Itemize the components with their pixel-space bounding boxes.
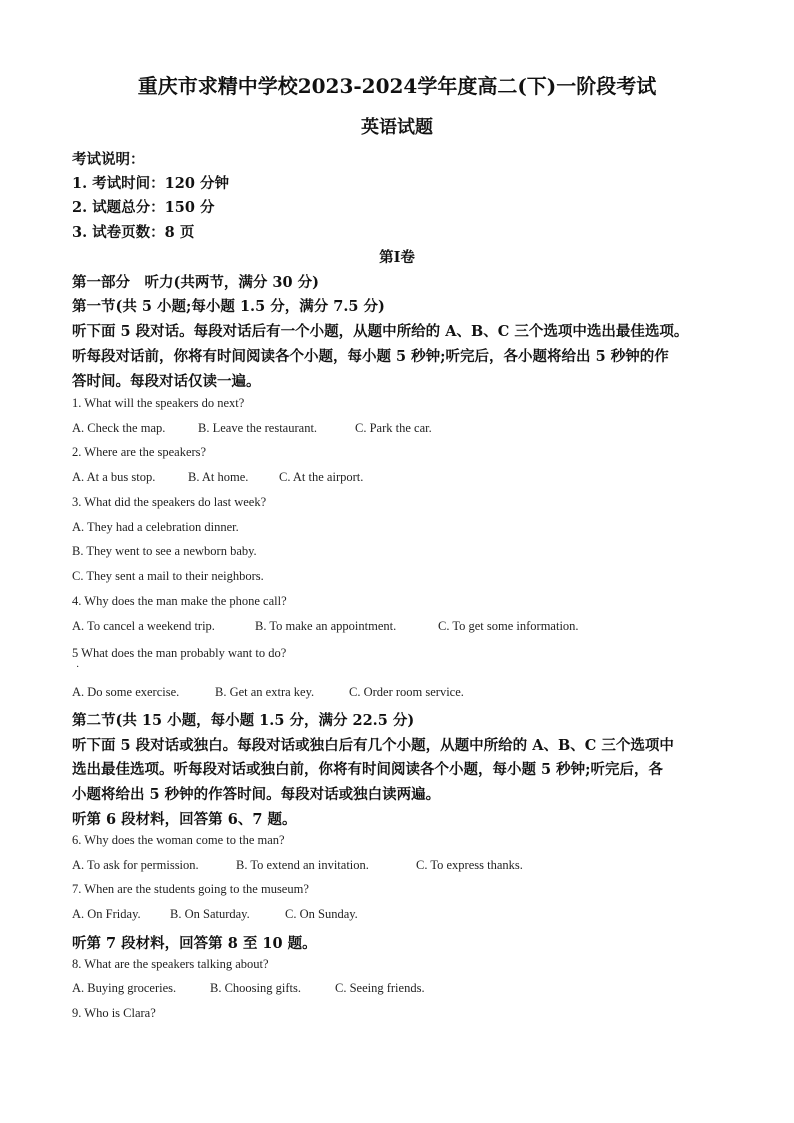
option-a: A. To ask for permission. [72, 858, 199, 872]
volume-label: 第Ⅰ卷 [379, 249, 415, 266]
option-a: A. They had a celebration dinner. [72, 520, 239, 534]
stray-dot: · [76, 662, 80, 673]
question-1: 1. What will the speakers do next? [72, 396, 245, 410]
section2-heading: 第二节(共 15 小题，每小题 1.5 分，满分 22.5 分) [72, 712, 415, 729]
option-b: B. At home. [188, 470, 249, 484]
question-2: 2. Where are the speakers? [72, 445, 207, 459]
option-a: A. Check the map. [72, 421, 166, 435]
question-4-options [72, 619, 579, 634]
part1-heading: 第一部分 听力(共两节，满分 30 分) [72, 274, 319, 291]
question-2-options [72, 470, 363, 485]
option-b: B. To extend an invitation. [236, 858, 369, 872]
option-c: C. Seeing friends. [335, 981, 425, 995]
section1-directions: 听每段对话前，你将有时间阅读各个小题，每小题 5 秒钟;听完后，各小题将给出 5 秒钟的作 [72, 348, 669, 365]
option-c: C. To express thanks. [416, 858, 523, 872]
option-c: C. Park the car. [355, 421, 432, 435]
question-3: 3. What did the speakers do last week? [72, 495, 267, 509]
exam-subtitle: 英语试题 [361, 117, 433, 138]
option-a: A. Buying groceries. [72, 981, 177, 995]
option-c: C. To get some information. [438, 619, 579, 633]
option-a: A. On Friday. [72, 907, 141, 921]
section1-directions: 听下面 5 段对话。每段对话后有一个小题，从题中所给的 A、B、C 三个选项中选出最佳选项。 [72, 323, 689, 340]
question-7: 7. When are the students going to the museum? [72, 882, 309, 896]
section2-directions: 听下面 5 段对话或独白。每段对话或独白后有几个小题，从题中所给的 A、B、C 三个选项中 [72, 737, 674, 754]
option-b: B. They went to see a newborn baby. [72, 544, 257, 558]
option-b: B. Get an extra key. [215, 685, 315, 699]
option-c: C. On Sunday. [285, 907, 358, 921]
option-b: B. Choosing gifts. [210, 981, 301, 995]
section2-directions: 小题将给出 5 秒钟的作答时间。每段对话或独白读两遍。 [72, 786, 441, 803]
instruction-item: 1. 考试时间：120 分钟 [72, 175, 230, 192]
question-4: 4. Why does the man make the phone call? [72, 594, 287, 608]
instruction-item: 3. 试卷页数：8 页 [72, 224, 195, 241]
question-8-options [72, 981, 425, 996]
instructions-heading: 考试说明： [72, 151, 145, 168]
option-b: B. On Saturday. [170, 907, 250, 921]
exam-title: 重庆市求精中学校2023-2024学年度高二(下)一阶段考试 [137, 74, 657, 98]
option-b: B. To make an appointment. [255, 619, 397, 633]
option-c: C. At the airport. [279, 470, 364, 484]
option-a: A. At a bus stop. [72, 470, 156, 484]
option-b: B. Leave the restaurant. [198, 421, 318, 435]
option-a: A. Do some exercise. [72, 685, 180, 699]
instruction-item: 2. 试题总分：150 分 [72, 199, 215, 216]
question-6-options [72, 858, 523, 873]
material-6-heading: 听第 6 段材料，回答第 6、7 题。 [72, 811, 297, 828]
question-6: 6. Why does the woman come to the man? [72, 833, 285, 847]
section1-heading: 第一节(共 5 小题;每小题 1.5 分，满分 7.5 分) [72, 298, 385, 315]
question-7-options [72, 907, 358, 922]
option-c: C. They sent a mail to their neighbors. [72, 569, 264, 583]
question-5-options [72, 685, 464, 700]
question-5: 5 What does the man probably want to do? [72, 646, 287, 660]
option-a: A. To cancel a weekend trip. [72, 619, 215, 633]
material-7-heading: 听第 7 段材料，回答第 8 至 10 题。 [72, 935, 317, 952]
question-9: 9. Who is Clara? [72, 1006, 156, 1020]
question-1-options [72, 421, 432, 436]
option-c: C. Order room service. [349, 685, 464, 699]
section2-directions: 选出最佳选项。听每段对话或独白前，你将有时间阅读各个小题，每小题 5 秒钟;听完后，各 [72, 761, 664, 778]
section1-directions: 答时间。每段对话仅读一遍。 [72, 373, 261, 390]
question-8: 8. What are the speakers talking about? [72, 957, 269, 971]
